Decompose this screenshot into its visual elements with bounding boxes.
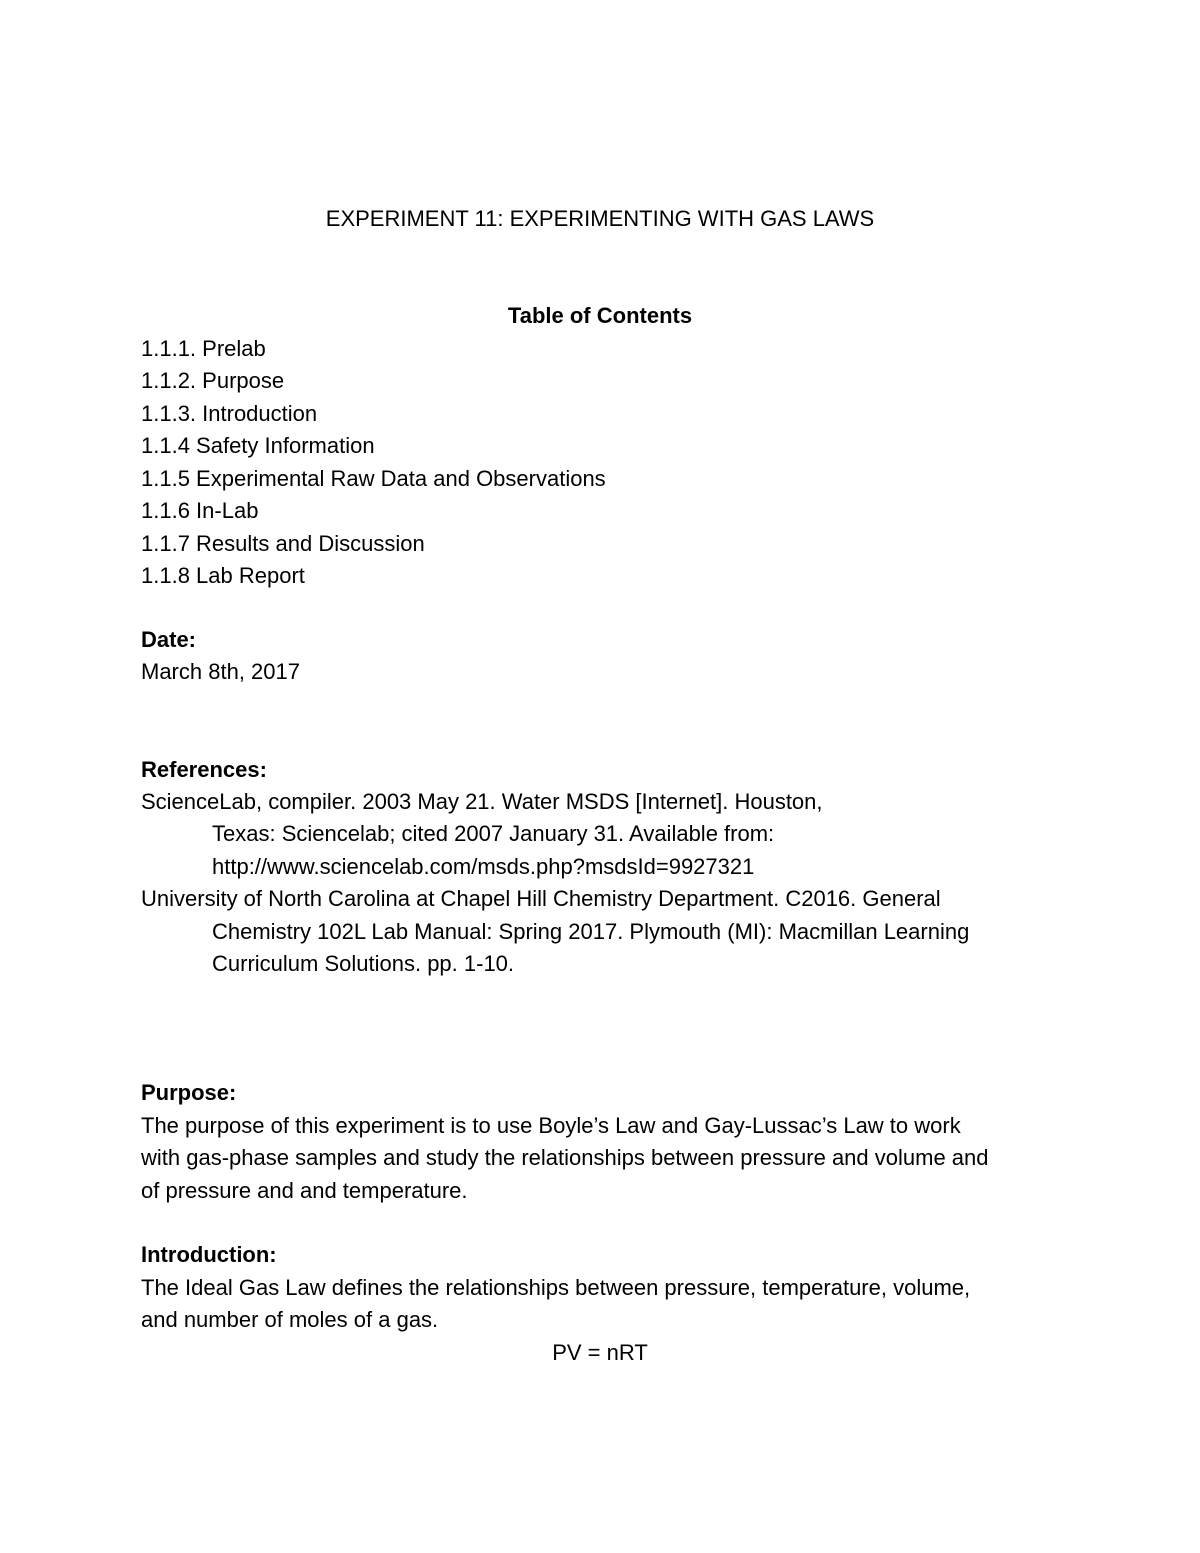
toc-item: 1.1.4 Safety Information <box>141 433 375 458</box>
reference-line: Curriculum Solutions. pp. 1-10. <box>212 951 515 976</box>
reference-line: Texas: Sciencelab; cited 2007 January 31. Available from: <box>212 821 775 846</box>
toc-item: 1.1.6 In-Lab <box>141 498 259 523</box>
toc-item: 1.1.5 Experimental Raw Data and Observations <box>141 466 606 491</box>
date-value: March 8th, 2017 <box>141 659 300 684</box>
toc-item: 1.1.2. Purpose <box>141 368 285 393</box>
introduction-heading: Introduction: <box>141 1242 277 1267</box>
toc-item: 1.1.1. Prelab <box>141 336 266 361</box>
introduction-text-line: The Ideal Gas Law defines the relationships between pressure, temperature, volume, <box>141 1275 971 1300</box>
toc-heading: Table of Contents <box>507 303 693 328</box>
toc-item: 1.1.3. Introduction <box>141 401 318 426</box>
purpose-text-line: with gas-phase samples and study the relationships between pressure and volume and <box>141 1145 989 1170</box>
toc-item: 1.1.8 Lab Report <box>141 563 305 588</box>
reference-line: ScienceLab, compiler. 2003 May 21. Water MSDS [Internet]. Houston, <box>141 789 823 814</box>
ideal-gas-equation: PV = nRT <box>552 1340 648 1365</box>
date-heading: Date: <box>141 627 197 652</box>
document-title: EXPERIMENT 11: EXPERIMENTING WITH GAS LAWS <box>325 206 875 231</box>
references-heading: References: <box>141 757 267 782</box>
reference-line: University of North Carolina at Chapel Hill Chemistry Department. C2016. General <box>141 886 941 911</box>
purpose-text-line: of pressure and and temperature. <box>141 1178 468 1203</box>
reference-url: http://www.sciencelab.com/msds.php?msdsId=9927321 <box>212 854 755 879</box>
toc-item: 1.1.7 Results and Discussion <box>141 531 425 556</box>
purpose-text-line: The purpose of this experiment is to use Boyle’s Law and Gay-Lussac’s Law to work <box>141 1113 961 1138</box>
introduction-text-line: and number of moles of a gas. <box>141 1307 439 1332</box>
reference-line: Chemistry 102L Lab Manual: Spring 2017. Plymouth (MI): Macmillan Learning <box>212 919 970 944</box>
purpose-heading: Purpose: <box>141 1080 237 1105</box>
